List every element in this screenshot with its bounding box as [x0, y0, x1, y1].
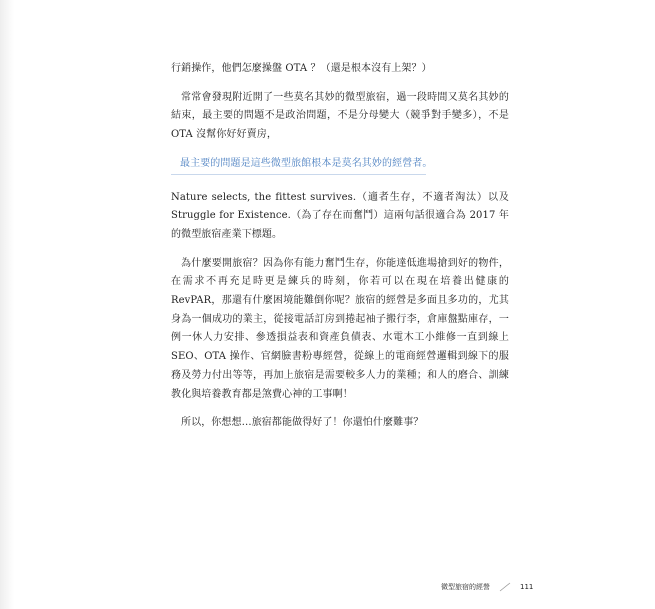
paragraph-nature-selects: Nature selects, the fittest survives.（適者生存，不適者淘汰）以及 Struggle for Existence.（為了存在而奮鬥）這兩句話很適合為 2017 年的微型旅宿產業下標題。 [171, 191, 509, 240]
page-footer [441, 582, 533, 592]
paragraph-micro-inn-closures: 常常會發現附近開了一些莫名其妙的微型旅宿，過一段時間又莫名其妙的結束，最主要的問題不是政治問題，不是分母變大（競爭對手變多），不是 OTA 沒幫你好好賣房， [171, 91, 509, 141]
running-section-title: 微型旅宿的經營 [441, 583, 490, 591]
page-edge-shadow [0, 0, 14, 609]
footer-divider-slash [498, 582, 512, 592]
body-text [171, 60, 509, 443]
paragraph-why-open-inn: 為什麼要開旅宿？因為你有能力奮鬥生存，你能達低進場搶到好的物件，在需求不再充足時更是練兵的時刻，你若可以在現在培養出健康的 RevPAR，那還有什麼困境能難倒你呢？旅宿的經營是多面且多功的，尤其身為一個成功的業主，從接電話訂房到捲起袖子搬行李，倉庫盤點庫存，一例一休人力安排、參透損益表和資產負債表、水電木工小維修一直到線上 SEO、OTA 操作、官網臉書粉專經營，從線上的電商經營邏輯到線下的服務及勞力付出等等，再加上旅宿是需要較多人力的業種；和人的磨合、訓練教化與培養教育都是煞費心神的工事啊！ [171, 257, 509, 400]
paragraph-conclusion: 所以，你想想…旅宿都能做得好了！你還怕什麼難事？ [181, 417, 424, 429]
page-number: 111 [520, 583, 534, 591]
highlight-quote: 最主要的問題是這些微型旅館根本是莫名其妙的經營者。 [171, 155, 426, 175]
paragraph-ota-question: 行銷操作，他們怎麼操盤 OTA ？（還是根本沒有上架？） [171, 63, 432, 74]
